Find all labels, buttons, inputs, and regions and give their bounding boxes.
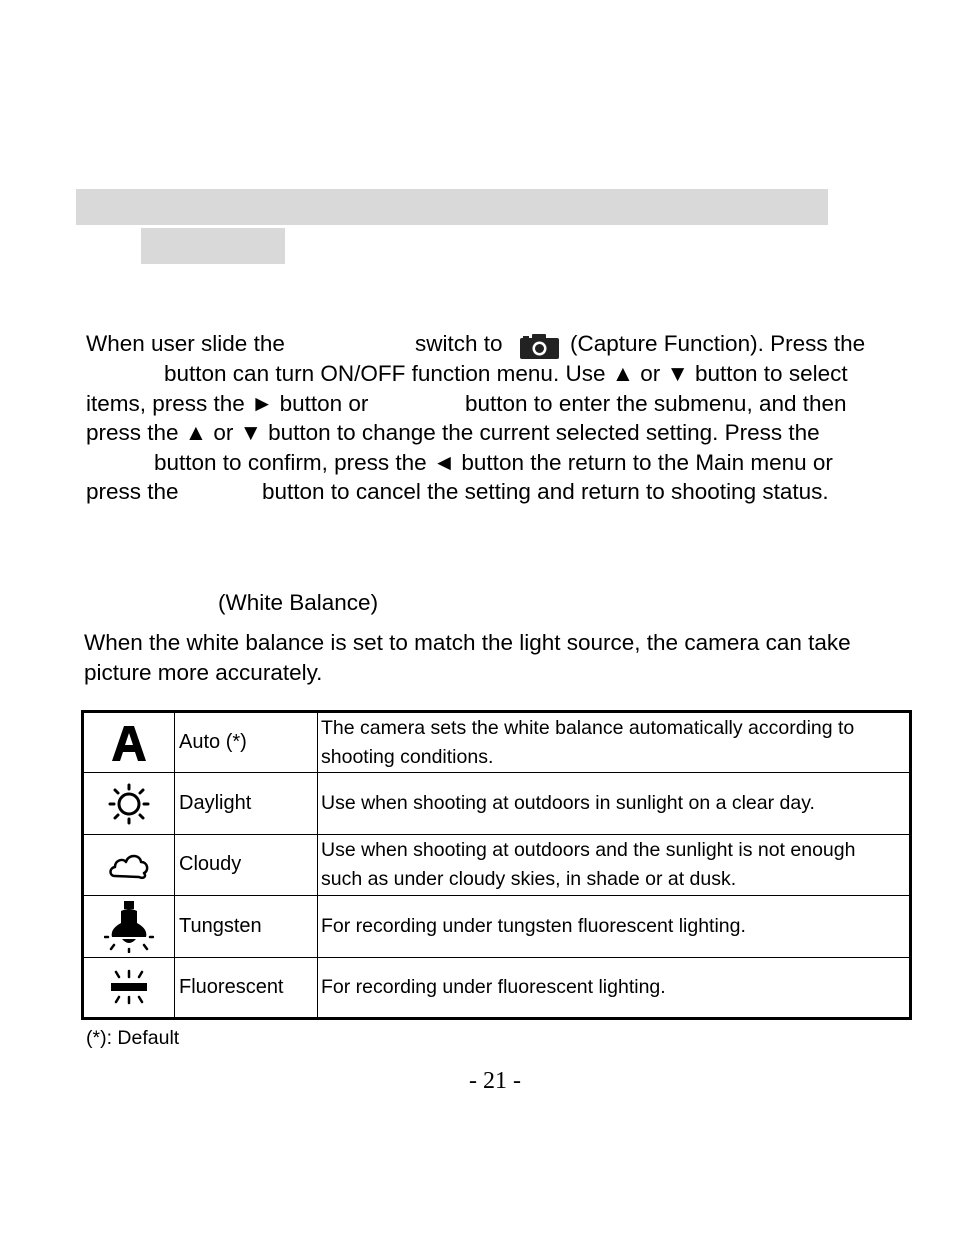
table-row (83, 712, 911, 773)
mode-name: Fluorescent (175, 957, 318, 1018)
table-row (83, 896, 911, 957)
intro-line-5: button to confirm, press the ◄ button the return to the Main menu or (154, 450, 833, 475)
icon-cell (83, 834, 175, 895)
mode-description (318, 834, 911, 895)
heading-highlight-bar (76, 189, 828, 225)
sun-icon (108, 783, 150, 825)
table-row (83, 773, 911, 834)
mode-description (318, 712, 911, 773)
section-desc-line-1: When the white balance is set to match the light source, the camera can take (84, 630, 851, 655)
fluorescent-icon (108, 969, 150, 1005)
page-number: - 21 - (469, 1068, 521, 1094)
footnote: (*): Default (86, 1027, 180, 1049)
mode-description-line: Use when shooting at outdoors in sunlight on a clear day. (321, 792, 815, 815)
mode-description-line: such as under cloudy skies, in shade or at dusk. (321, 867, 737, 890)
cloud-icon (107, 849, 151, 881)
icon-cell (83, 712, 175, 773)
mode-description (318, 957, 911, 1018)
mode-name: Auto (*) (175, 712, 318, 773)
subheading-highlight-bar (141, 228, 285, 264)
icon-cell (83, 773, 175, 834)
tungsten-bulb-icon (104, 899, 154, 953)
intro-line-1a: When user slide the (86, 331, 285, 356)
intro-line-3b: button to enter the submenu, and then (465, 391, 847, 416)
mode-description-line: The camera sets the white balance automatically according to (321, 716, 855, 739)
icon-cell (83, 957, 175, 1018)
intro-line-3a: items, press the ► button or (86, 391, 369, 416)
white-balance-table (81, 710, 912, 1020)
mode-name: Cloudy (175, 834, 318, 895)
intro-line-6b: button to cancel the setting and return to shooting status. (262, 479, 829, 504)
table-row (83, 957, 911, 1018)
mode-name: Tungsten (175, 896, 318, 957)
table-row (83, 834, 911, 895)
mode-description-line: Use when shooting at outdoors and the sunlight is not enough (321, 838, 856, 861)
mode-description (318, 896, 911, 957)
section-desc-line-2: picture more accurately. (84, 660, 323, 685)
mode-description-line: For recording under fluorescent lighting. (321, 975, 666, 998)
mode-name: Daylight (175, 773, 318, 834)
section-title: (White Balance) (218, 590, 379, 615)
mode-description-line: For recording under tungsten fluorescent lighting. (321, 914, 746, 937)
mode-description (318, 773, 911, 834)
intro-line-6a: press the (86, 479, 179, 504)
mode-description-line: shooting conditions. (321, 745, 494, 768)
intro-line-2: button can turn ON/OFF function menu. Use ▲ or ▼ button to select (164, 361, 848, 386)
icon-cell (83, 896, 175, 957)
auto-a-icon (109, 723, 149, 763)
camera-icon (519, 333, 560, 360)
intro-line-1c: (Capture Function). Press the (570, 331, 866, 356)
intro-line-4: press the ▲ or ▼ button to change the current selected setting. Press the (86, 420, 820, 445)
intro-line-1b: switch to (415, 331, 503, 356)
